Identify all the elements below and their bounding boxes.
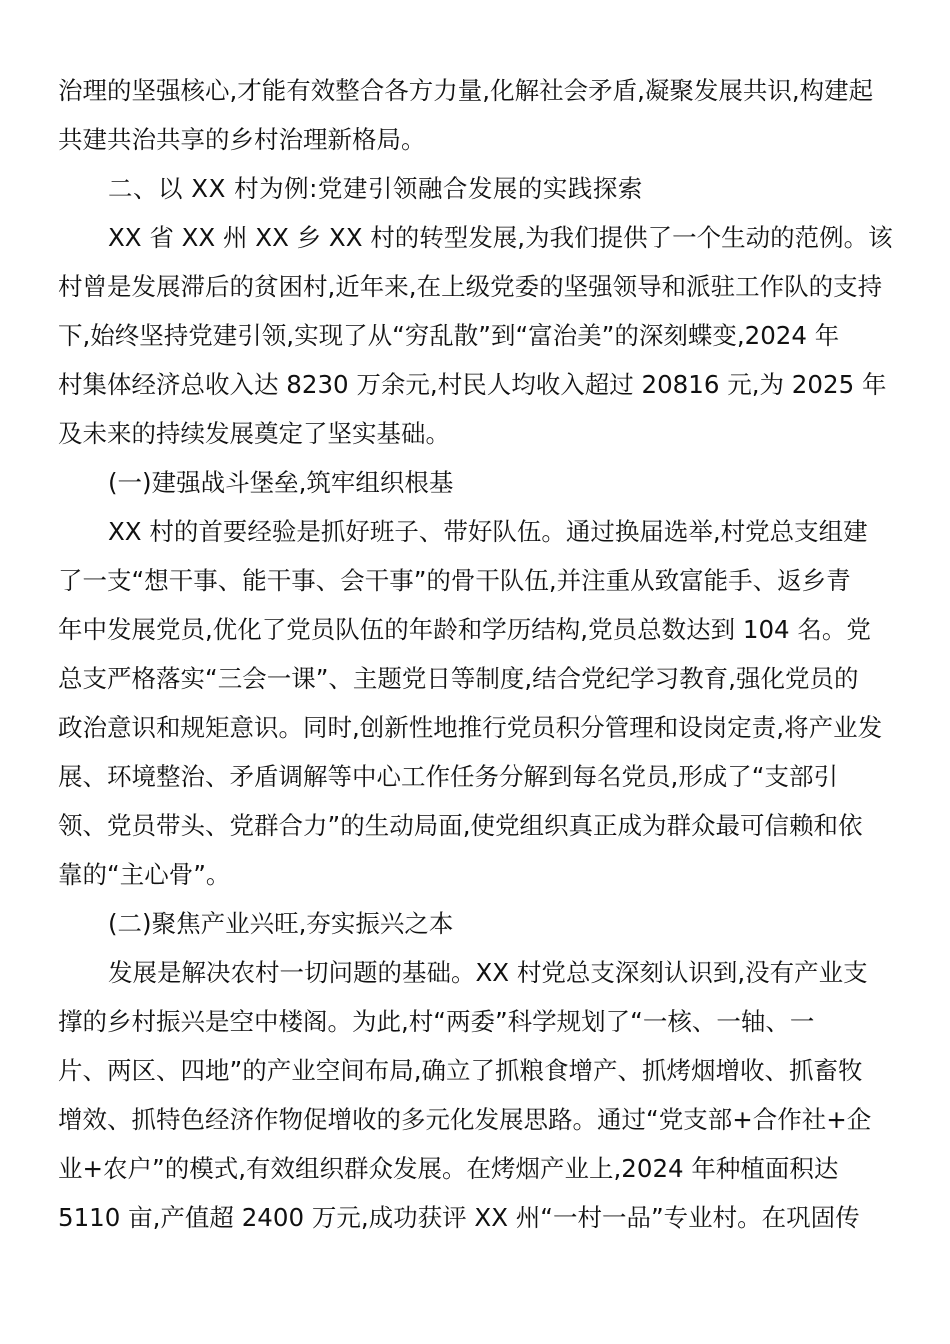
text-line: 总支严格落实“三会一课”、主题党日等制度,结合党纪学习教育,强化党员的 xyxy=(58,664,859,693)
text-line: 村曾是发展滞后的贫困村,近年来,在上级党委的坚强领导和派驻工作队的支持 xyxy=(58,272,883,301)
text-line: 年中发展党员,优化了党员队伍的年龄和学历结构,党员总数达到 104 名。党 xyxy=(58,615,871,644)
text-line: 了一支“想干事、能干事、会干事”的骨干队伍,并注重从致富能手、返乡青 xyxy=(58,566,851,595)
paragraph-industry xyxy=(58,948,894,1242)
text-line: 政治意识和规矩意识。同时,创新性地推行党员积分管理和设岗定责,将产业发 xyxy=(58,713,883,742)
text-line: 下,始终坚持党建引领,实现了从“穷乱散”到“富治美”的深刻蝶变,2024 年 xyxy=(58,321,840,350)
document-body xyxy=(58,66,894,1242)
text-line: 发展是解决农村一切问题的基础。XX 村党总支深刻认识到,没有产业支 xyxy=(108,958,868,987)
text-line: 5110 亩,产值超 2400 万元,成功获评 XX 州“一村一品”专业村。在巩固传 xyxy=(58,1203,860,1232)
text-line: 治理的坚强核心,才能有效整合各方力量,化解社会矛盾,凝聚发展共识,构建起 xyxy=(58,76,874,105)
text-line: XX 村的首要经验是抓好班子、带好队伍。通过换届选举,村党总支组建 xyxy=(108,517,868,546)
paragraph-organization xyxy=(58,507,894,899)
paragraph-intro-end xyxy=(58,66,894,164)
text-line: 村集体经济总收入达 8230 万余元,村民人均收入超过 20816 元,为 2025 年 xyxy=(58,370,887,399)
text-line: 展、环境整治、矛盾调解等中心工作任务分解到每名党员,形成了“支部引 xyxy=(58,762,838,791)
text-line: 增效、抓特色经济作物促增收的多元化发展思路。通过“党支部+合作社+企 xyxy=(58,1105,872,1134)
text-line: 共建共治共享的乡村治理新格局。 xyxy=(58,125,426,154)
text-line: XX 省 XX 州 XX 乡 XX 村的转型发展,为我们提供了一个生动的范例。该 xyxy=(108,223,893,252)
text-line: 业+农户”的模式,有效组织群众发展。在烤烟产业上,2024 年种植面积达 xyxy=(58,1154,839,1183)
sub-heading-organization: (一)建强战斗堡垒,筑牢组织根基 xyxy=(108,468,454,497)
section-heading: 二、以 XX 村为例:党建引领融合发展的实践探索 xyxy=(108,174,643,203)
text-line: 领、党员带头、党群合力”的生动局面,使党组织真正成为群众最可信赖和依 xyxy=(58,811,863,840)
paragraph-case xyxy=(58,213,894,458)
text-line: 撑的乡村振兴是空中楼阁。为此,村“两委”科学规划了“一核、一轴、一 xyxy=(58,1007,815,1036)
sub-heading-industry: (二)聚焦产业兴旺,夯实振兴之本 xyxy=(108,909,454,938)
text-line: 及未来的持续发展奠定了坚实基础。 xyxy=(58,419,450,448)
text-line: 靠的“主心骨”。 xyxy=(58,860,231,889)
text-line: 片、两区、四地”的产业空间布局,确立了抓粮食增产、抓烤烟增收、抓畜牧 xyxy=(58,1056,863,1085)
